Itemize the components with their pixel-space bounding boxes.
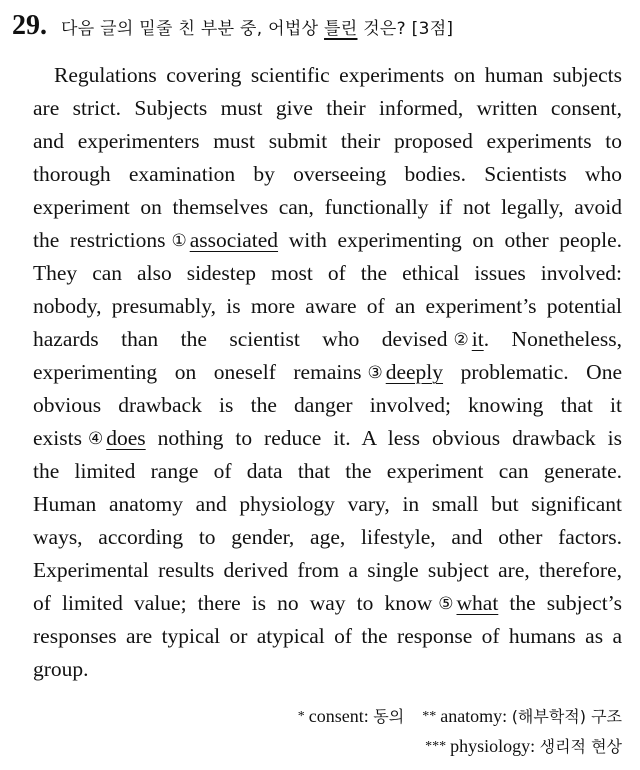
passage-text: the restrictions <box>33 228 166 252</box>
footnote-term: physiology: <box>450 735 536 756</box>
underlined-choice-5: what <box>456 591 499 615</box>
passage-line: obvious drawback is the danger involved; knowing that it <box>33 393 622 417</box>
passage-text: experimenting on oneself remains <box>33 360 362 384</box>
passage-line: responses are typical or atypical of the response of humans as a <box>33 624 622 648</box>
passage-line <box>33 587 622 620</box>
passage-line: are strict. Subjects must give their informed, written consent, <box>33 96 622 120</box>
footnote-marker: *** <box>425 738 447 754</box>
passage-line <box>33 323 622 356</box>
passage-line <box>33 224 622 257</box>
choice-marker-1: ① <box>171 231 187 251</box>
passage-text: nothing to reduce it. A less obvious drawback is <box>157 426 623 450</box>
passage-line: They can also sidestep most of the ethical issues involved: <box>33 261 622 285</box>
passage-line: Regulations covering scientific experiments on human subjects <box>54 63 622 87</box>
passage-line: thorough examination by overseeing bodies. Scientists who <box>33 162 622 186</box>
passage-text: with experimenting on other people. <box>288 228 622 252</box>
underlined-choice-4: does <box>106 426 146 450</box>
footnote-physiology <box>425 734 622 757</box>
question-prompt <box>61 14 453 39</box>
passage-line: ways, according to gender, age, lifestyle, and other factors. <box>33 525 622 549</box>
passage-line: group. <box>33 657 89 681</box>
footnotes <box>2 700 622 760</box>
choice-marker-4: ④ <box>87 429 104 449</box>
passage-line: Human anatomy and physiology vary, in small but significant <box>33 492 622 516</box>
question-text-after: 것은? [3점] <box>357 19 454 39</box>
footnote-marker: * <box>297 708 305 724</box>
passage-line: Experimental results derived from a single subject are, therefore, <box>33 558 622 582</box>
passage-text: hazards than the scientist who devised <box>33 327 448 351</box>
footnote-definition: (해부학적) 구조 <box>511 706 622 726</box>
passage-line: nobody, presumably, is more aware of an experiment’s potential <box>33 294 622 318</box>
footnote-anatomy <box>422 704 622 727</box>
footnote-consent <box>298 704 404 727</box>
passage-text: of limited value; there is no way to know <box>33 591 433 615</box>
underlined-choice-3: deeply <box>385 360 444 384</box>
passage-line <box>33 422 622 455</box>
choice-marker-2: ② <box>453 330 469 350</box>
passage-text: . Nonetheless, <box>483 327 622 351</box>
footnote-term: consent: <box>308 705 369 726</box>
passage-line: and experimenters must submit their proposed experiments to <box>33 129 622 153</box>
footnote-marker: ** <box>422 708 437 724</box>
footnote-definition: 동의 <box>373 706 405 726</box>
choice-marker-3: ③ <box>367 363 383 383</box>
passage-line: the limited range of data that the experiment can generate. <box>33 459 622 483</box>
question-number: 29. <box>12 10 47 41</box>
passage <box>33 59 622 686</box>
choice-marker-5: ⑤ <box>438 594 454 614</box>
footnote-row <box>2 700 622 730</box>
passage-line: experiment on themselves can, functionally if not legally, avoid <box>33 195 622 219</box>
underlined-choice-1: associated <box>189 228 279 252</box>
passage-text: exists <box>33 426 82 450</box>
question-text-underlined: 틀린 <box>324 19 358 39</box>
question-text-before: 다음 글의 밑줄 친 부분 중, 어법상 <box>61 19 325 39</box>
underlined-choice-2: it <box>471 327 484 351</box>
passage-line <box>33 356 622 389</box>
footnote-term: anatomy: <box>440 705 508 726</box>
question-header <box>12 10 632 42</box>
footnote-definition: 생리적 현상 <box>539 736 622 756</box>
footnote-row <box>2 730 622 760</box>
passage-text: the subject’s <box>509 591 623 615</box>
passage-text: problematic. One <box>460 360 622 384</box>
